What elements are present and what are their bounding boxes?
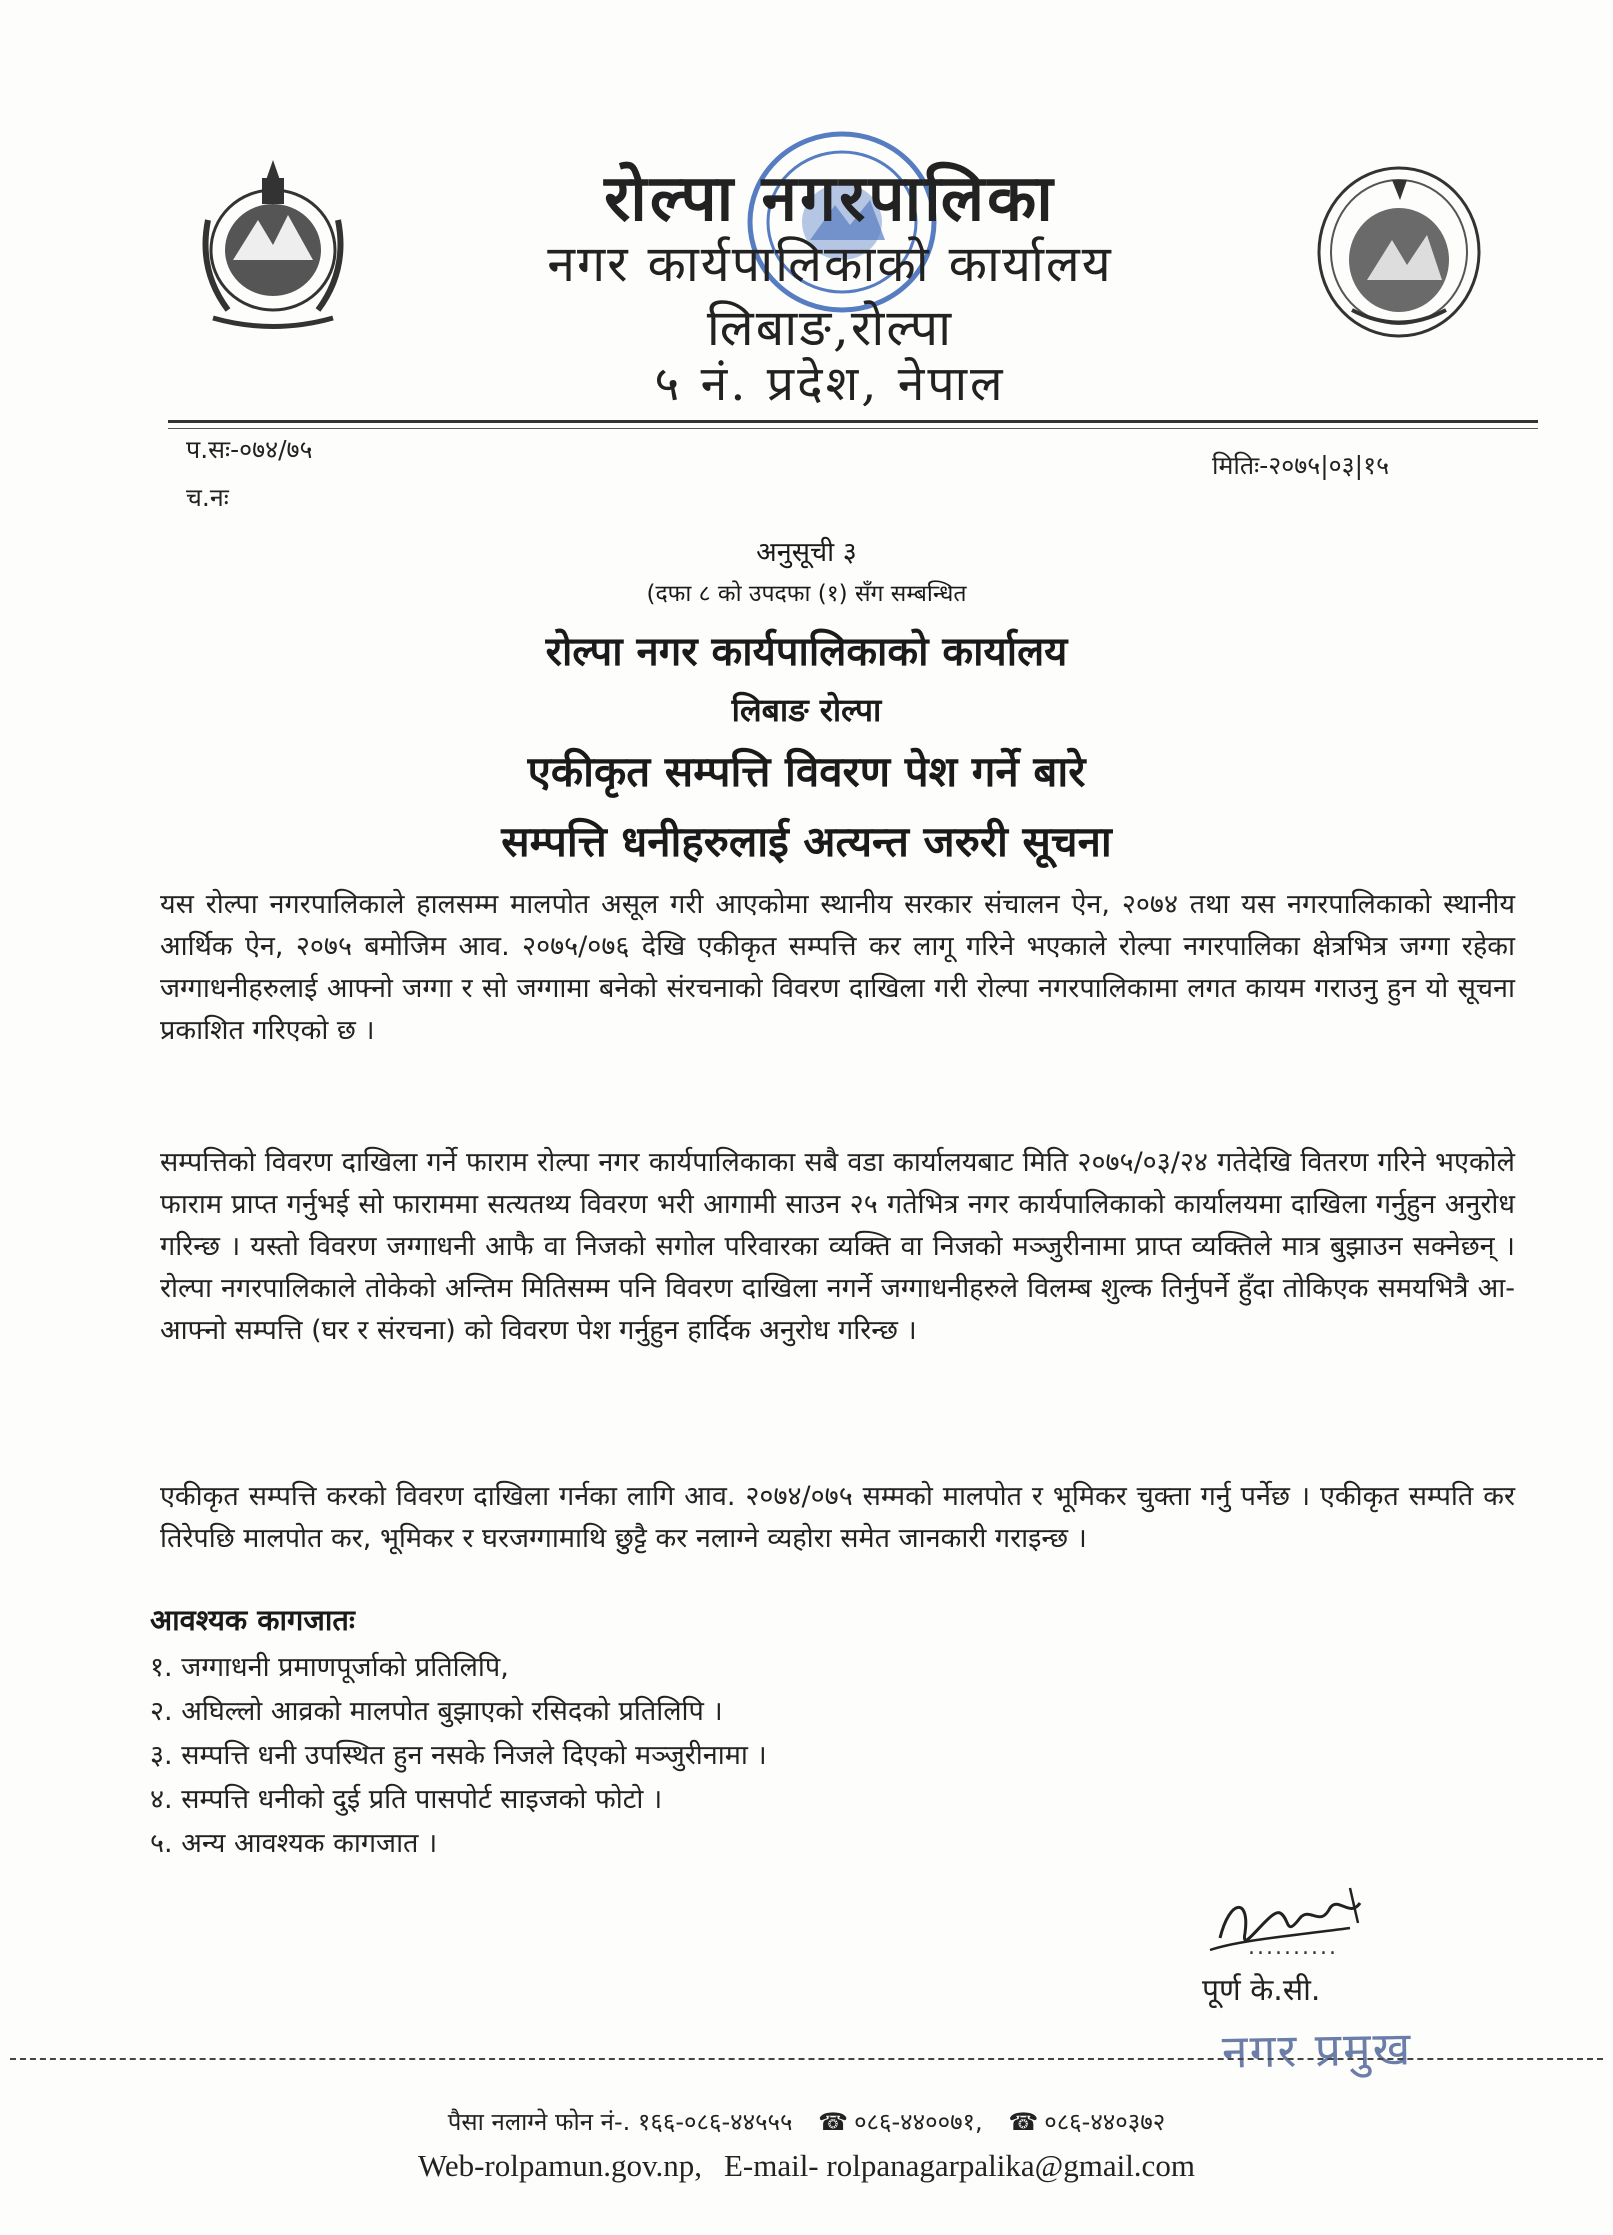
signature-line: .......... (1248, 1935, 1338, 1960)
notice-place: लिबाङ रोल्पा (731, 691, 882, 729)
tollfree-number: पैसा नलाग्ने फोन नं-. १६६-०८६-४४५५५ (447, 2108, 793, 2136)
signer-name: पूर्ण के.सी. (1202, 1973, 1321, 2008)
list-item: २. अघिल्लो आव्रको मालपोत बुझाएको रसिदको प्रतिलिपि । (150, 1696, 723, 1727)
phone-number: ०८६-४४००७१, (854, 2108, 983, 2136)
list-item: १. जग्गाधनी प्रमाणपूर्जाको प्रतिलिपि, (150, 1652, 509, 1683)
nepal-coat-of-arms-icon (188, 150, 358, 335)
letterhead-office: नगर कार्यपालिकाको कार्यालय (547, 235, 1113, 293)
phone-icon: ☎ (818, 2108, 849, 2136)
letterhead-divider (168, 420, 1538, 423)
required-documents-list (150, 1646, 767, 1866)
schedule-label: अनुसूची ३ (756, 537, 857, 568)
notice-paragraph: यस रोल्पा नगरपालिकाले हालसम्म मालपोत असूल गरी आएकोमा स्थानीय सरकार संचालन ऐन, २०७४ तथा यस नगरपालिकाको स्थानीय आर्थिक ऐन, २०७५ बमोजिम आव. २०७५/०७६ देखि एकीकृत सम्पत्ति कर लागू गरिने भएकाले रोल्पा नगरपालिका क्षेत्रभित्र जग्गा रहेका जग्गाधनीहरुलाई आफ्नो जग्गा र सो जग्गामा बनेको संरचनाको विवरण दाखिला गरी रोल्पा नगरपालिकामा लगत कायम गराउनु हुन यो सूचना प्रकाशित गरिएको छ । (160, 889, 1515, 1046)
notice-paragraph: एकीकृत सम्पत्ति करको विवरण दाखिला गर्नका लागि आव. २०७४/०७५ सम्मको मालपोत र भूमिकर चुक्ता गर्नु पर्नेछ । एकीकृत सम्पति कर तिरेपछि मालपोत कर, भूमिकर र घरजग्गामाथि छुट्टै कर नलाग्ने व्यहोरा समेत जानकारी गराइन्छ । (160, 1481, 1515, 1554)
reference-number: प.सः-०७४/७५ (186, 435, 313, 464)
list-item: ३. सम्पत्ति धनी उपस्थित हुन नसके निजले दिएको मञ्जुरीनामा । (150, 1740, 767, 1771)
phone-number: ०८६-४४०३७२ (1044, 2108, 1166, 2136)
list-item: ४. सम्पत्ति धनीको दुई प्रति पासपोर्ट साइजको फोटो । (150, 1784, 663, 1815)
designation-stamp: नगर प्रमुख (1221, 2021, 1413, 2079)
notice-paragraph: सम्पत्तिको विवरण दाखिला गर्ने फाराम रोल्पा नगर कार्यपालिकाका सबै वडा कार्यालयबाट मिति २०७५/०३/२४ गतेदेखि वितरण गरिने भएकोले फाराम प्राप्त गर्नुभई सो फाराममा सत्यतथ्य विवरण भरी आगामी साउन २५ गतेभित्र नगर कार्यपालिकाको कार्यालयमा दाखिला गर्नुहुन अनुरोध गरिन्छ । यस्तो विवरण जग्गाधनी आफै वा निजको सगोल परिवारका व्यक्ति वा निजको मञ्जुरीनामा प्राप्त व्यक्तिले मात्र बुझाउन सक्नेछन् । रोल्पा नगरपालिकाले तोकेको अन्तिम मितिसम्म पनि विवरण दाखिला नगर्ने जग्गाधनीहरुले विलम्ब शुल्क तिर्नुपर्ने हुँदा तोकिएक समयभित्रै आ-आफ्नो सम्पत्ति (घर र संरचना) को विवरण पेश गर्नुहुन हार्दिक अनुरोध गरिन्छ । (160, 1147, 1515, 1346)
dispatch-number: च.नः (186, 483, 229, 512)
letterhead-province: ५ नं. प्रदेश, नेपाल (654, 356, 1006, 412)
footer-divider (10, 2058, 1603, 2060)
letter-date: मितिः-२०७५|०३|१५ (1212, 451, 1390, 480)
footer-web (0, 2148, 1613, 2184)
list-item: ५. अन्य आवश्यक कागजात । (150, 1828, 438, 1859)
phone-icon: ☎ (1008, 2108, 1039, 2136)
required-documents-title: आवश्यक कागजातः (150, 1603, 355, 1637)
website-link[interactable]: Web-rolpamun.gov.np, (418, 2148, 702, 2183)
municipality-logo-icon (1312, 160, 1487, 345)
notice-subject: एकीकृत सम्पत्ति विवरण पेश गर्ने बारे (527, 747, 1086, 796)
letterhead-name: रोल्पा नगरपालिका (604, 161, 1056, 236)
schedule-reference: (दफा ८ को उपदफा (१) सँग सम्बन्धित (646, 581, 967, 607)
footer-contact (0, 2105, 1613, 2138)
email-link[interactable]: E-mail- rolpanagarpalika@gmail.com (723, 2148, 1195, 2183)
notice-subject-line-2: सम्पत्ति धनीहरुलाई अत्यन्त जरुरी सूचना (501, 817, 1112, 866)
notice-office: रोल्पा नगर कार्यपालिकाको कार्यालय (545, 629, 1068, 675)
letterhead-divider-thin (168, 428, 1538, 429)
letterhead-place: लिबाङ,रोल्पा (706, 299, 954, 357)
